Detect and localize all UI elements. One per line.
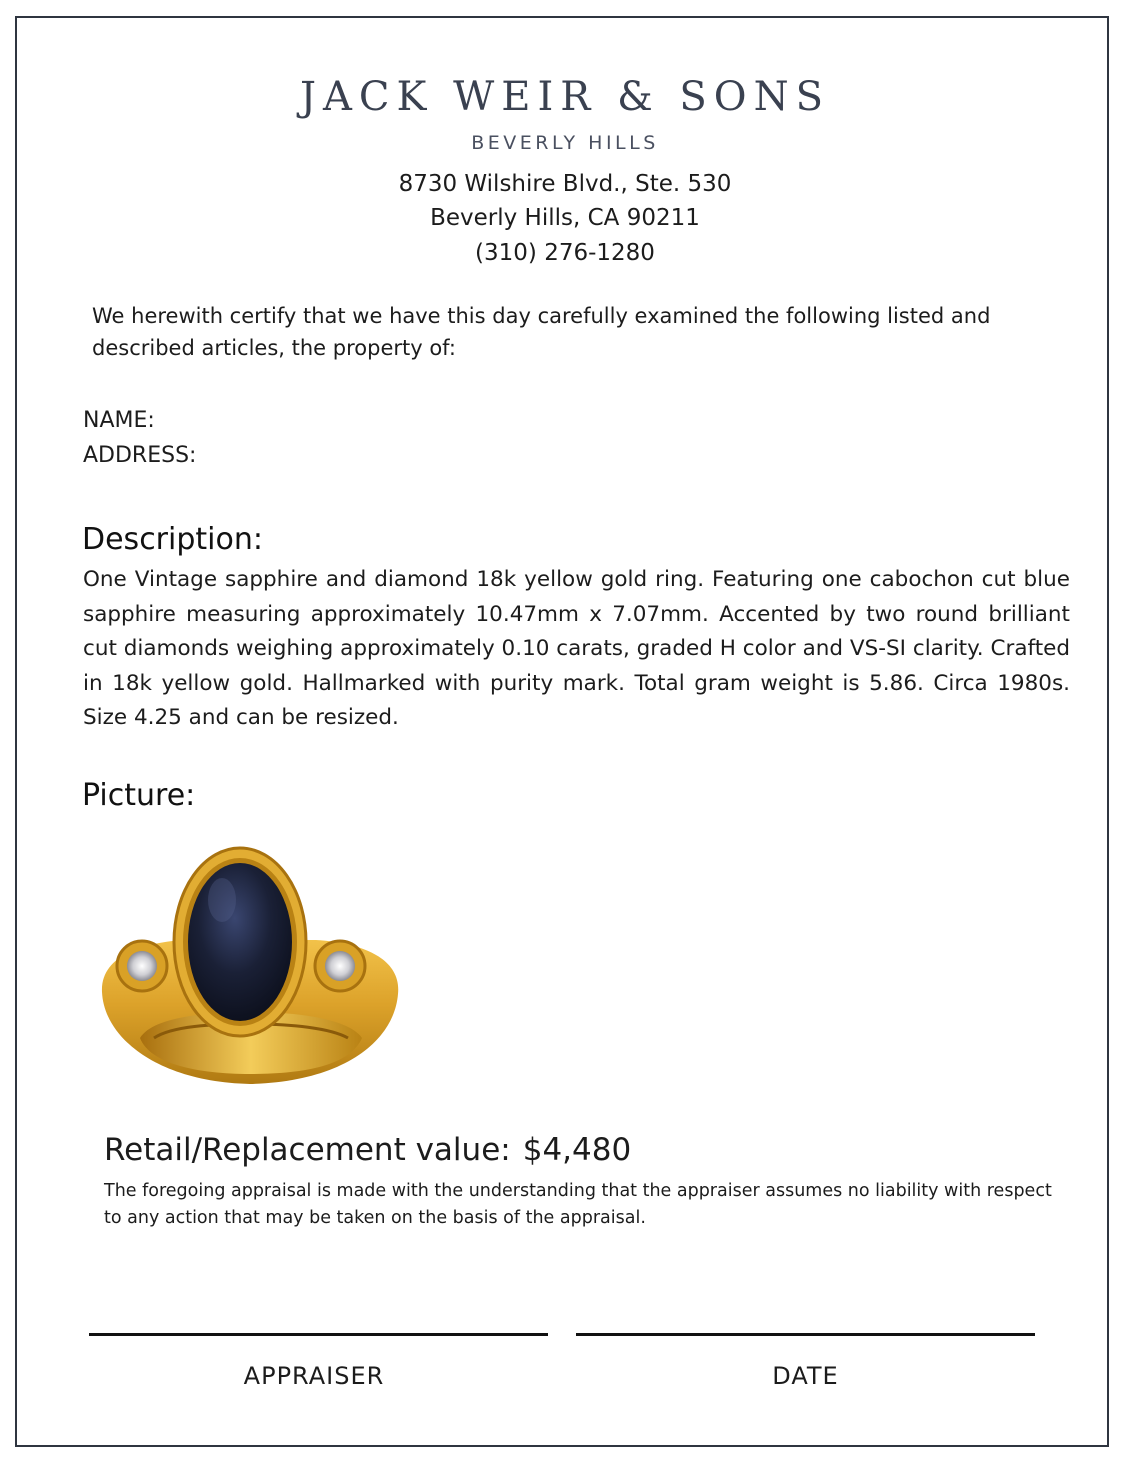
name-label: NAME:: [83, 408, 155, 433]
date-signature-line: [576, 1333, 1035, 1336]
disclaimer-text: The foregoing appraisal is made with the understanding that the appraiser assumes no liability with respect to any action that may be taken on the basis of the appraisal.: [104, 1181, 1052, 1228]
brand-name: JACK WEIR & SONS: [300, 74, 830, 120]
address-city: Beverly Hills, CA 90211: [430, 205, 700, 231]
appraiser-signature-line: [89, 1333, 548, 1336]
address-label: ADDRESS:: [83, 443, 197, 468]
picture-heading: Picture:: [82, 778, 196, 813]
phone-number: (310) 276-1280: [475, 240, 655, 266]
address-street: 8730 Wilshire Blvd., Ste. 530: [398, 171, 732, 197]
date-label: DATE: [772, 1362, 839, 1390]
valuation-row: [104, 1132, 631, 1168]
description-text: One Vintage sapphire and diamond 18k yellow gold ring. Featuring one cabochon cut blue sapphire measuring approximately 10.47mm x 7.07mm. Accented by two round brilliant cut diamonds weighing approximately 0.10 carats, graded H color and VS-SI clarity. Crafted in 18k yellow gold. Hallmarked with purity mark. Total gram weight is 5.86. Circa 1980s. Size 4.25 and can be resized.: [83, 567, 1070, 731]
appraiser-label: APPRAISER: [243, 1362, 385, 1390]
certification-text: We herewith certify that we have this day carefully examined the following listed and described articles, the property of:: [92, 304, 991, 360]
ring-photo: [92, 842, 408, 1092]
description-heading: Description:: [82, 522, 263, 557]
valuation-label: Retail/Replacement value:: [104, 1132, 511, 1168]
brand-location: BEVERLY HILLS: [471, 132, 659, 154]
valuation-amount: $4,480: [522, 1132, 632, 1168]
